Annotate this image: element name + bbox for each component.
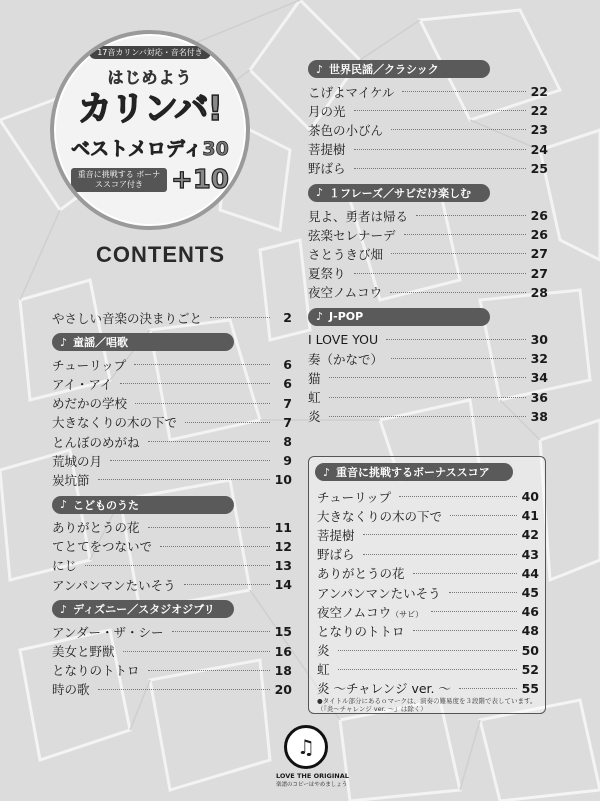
toc-entry-title-text: 菩提樹 [308,142,346,158]
toc-entry-title [308,159,350,177]
toc-entry [52,575,292,594]
toc-entry-title-text: 炎 〜チャレンジ ver. 〜 [317,681,451,697]
toc-entry [317,545,539,564]
toc-entry [52,394,292,413]
bonus-list [317,487,539,698]
dot-leader [413,630,517,631]
dot-leader [386,339,526,340]
toc-entry-title [52,661,144,679]
section-header [52,333,234,351]
toc-entry [52,556,292,575]
toc-entry [52,432,292,451]
toc-entry-title-text: 見よ、勇者は帰る [308,208,409,224]
dot-leader [363,554,517,555]
footnote-line1: ●タイトル部分にあるｏマークは、演奏の難易度を３段階で表しています。 [317,697,537,705]
dot-leader [160,546,270,547]
toc-entry-title-text: 夏祭り [308,266,346,282]
toc-entry [308,159,548,178]
toc-entry-page: 52 [521,661,539,677]
toc-entry [308,349,548,368]
toc-entry-title [317,622,409,640]
footnote-line2: （『炎〜チャレンジ ver. 〜』は除く） [317,705,427,713]
dot-leader [148,527,270,528]
toc-entry-page: 30 [530,331,548,347]
toc-entry-page: 40 [521,489,539,505]
note-icon: ♪ [60,602,68,616]
toc-entry-title-text: となりのトトロ [317,623,405,639]
toc-entry-title [52,471,94,489]
toc-entry-title-text: めだかの学校 [52,396,128,412]
toc-entry [317,583,539,602]
dot-leader [148,670,270,671]
toc-entry [52,374,292,393]
toc-entry-page: 48 [521,623,539,639]
dot-leader [134,364,270,365]
toc-entry [52,641,292,660]
section-header-label: 童謡／唱歌 [73,336,129,350]
toc-entry-title-text: アンパンマンたいそう [52,577,176,593]
section-header [52,496,234,514]
toc-entry-title [52,356,130,374]
toc-entry-page: 34 [530,370,548,386]
toc-entry-title [308,226,400,244]
toc-entry [308,225,548,244]
music-note-icon: ♫ [284,725,328,769]
toc-entry-title-text: アイ・アイ [52,376,113,392]
toc-entry-title [317,526,359,544]
toc-entry [308,407,548,426]
logo-top-label: 17音カリンバ対応・音名付き [89,46,211,59]
toc-entry [317,525,539,544]
dot-leader [354,149,526,150]
toc-entry-page: 22 [530,84,548,100]
toc-entry-title-text: 夜空ノムコウ [317,604,392,620]
section-header [308,308,490,326]
section-header [308,60,490,78]
toc-entry-page: 32 [530,351,548,367]
toc-entry-title [317,641,334,659]
dot-leader [184,584,270,585]
toc-entry-title-text: やさしい音楽の決まりごと [52,310,203,326]
toc-entry [308,283,548,302]
dot-leader [404,234,526,235]
toc-entry-page: 38 [530,408,548,424]
toc-entry-title [308,350,387,368]
dot-leader [416,215,526,216]
toc-entry-page: 25 [530,160,548,176]
toc-entry-page: 41 [521,508,539,524]
logo-bonus [54,165,246,195]
section-header-label: J-POP [329,310,364,324]
toc-entry-title [317,660,334,678]
toc-entry [317,506,539,525]
toc-entry-title-text: 大きなくりの木の下で [52,415,178,431]
toc-entry-title-text: チューリップ [52,357,127,373]
toc-entry-page: 22 [530,103,548,119]
logo-line1: はじめよう [107,68,193,87]
toc-entry-page: 55 [521,680,539,696]
toc-entry-page: 46 [521,604,539,620]
toc-entry-page: 24 [530,141,548,157]
section-header-label: ディズニー／スタジオジブリ [73,603,215,617]
toc-entry-title-text: 虹 [308,390,321,406]
dot-leader [185,422,270,423]
toc-entry [52,537,292,556]
toc-entry-page: 6 [283,376,292,392]
toc-entry [317,564,539,583]
toc-entry-title-text: 奏（かなで） [308,351,384,367]
toc-entry-title [52,642,119,660]
toc-entry-page: 14 [274,577,292,593]
toc-entry-page: 16 [274,643,292,659]
note-icon: ♪ [60,335,68,349]
contents-title: CONTENTS [96,242,225,267]
dot-leader [329,377,526,378]
toc-entry-title-text: 炎 [308,409,321,425]
toc-entry [308,244,548,263]
toc-entry-title [308,264,350,282]
toc-entry-title-text: にじ [52,558,78,574]
toc-entry [308,206,548,225]
toc-entry [317,641,539,660]
toc-entry [308,101,548,120]
dot-leader [459,688,517,689]
toc-entry-page: 2 [283,310,292,326]
toc-entry [308,82,548,101]
note-icon: ♪ [316,186,324,200]
toc-entry [52,355,292,374]
dot-leader [210,317,270,318]
toc-entry-page: 42 [521,527,539,543]
toc-entry-title [52,452,106,470]
dot-leader [338,650,517,651]
toc-entry-title [308,140,350,158]
toc-entry-title [52,309,206,327]
toc-entry-page: 10 [274,472,292,488]
toc-entry-title [52,518,144,536]
toc-entry-title [308,245,387,263]
toc-entry [52,661,292,680]
toc-entry [308,330,548,349]
dot-leader [329,397,526,398]
dot-leader [399,496,517,497]
dot-leader [390,292,526,293]
toc-entry-page: 27 [530,246,548,262]
toc-entry [52,413,292,432]
toc-entry-title [317,603,427,621]
love-the-original-mark [276,725,349,788]
toc-entry-title-text: 野ばら [308,161,346,177]
toc-entry-page: 6 [283,357,292,373]
toc-entry-title [317,584,445,602]
dot-leader [110,460,270,461]
toc-entry-title-text: 炭坑節 [52,472,90,488]
toc-entry-title [52,433,144,451]
toc-entry-title-text: 野ばら [317,547,355,563]
dot-leader [123,651,270,652]
toc-entry-title [308,102,350,120]
toc-entry-title-text: チューリップ [317,489,392,505]
toc-entry-title [52,413,181,431]
section-header-label: 世界民謡／クラシック [329,63,439,76]
toc-entry-title-text: こげよマイケル [308,84,395,100]
dot-leader [135,403,270,404]
toc-entry-title-text: 弦楽セレナーデ [308,227,396,243]
toc-entry [308,140,548,159]
toc-entry-title-text: 虹 [317,662,330,678]
toc-entry-title-text: さとうきび畑 [308,246,384,262]
toc-entry [317,602,539,621]
toc-entry [317,621,539,640]
toc-entry-title [52,375,116,393]
toc-entry-page: 18 [274,662,292,678]
toc-entry-title [317,564,409,582]
dot-leader [98,689,270,690]
section-header-bonus [315,463,513,481]
section-header-label: 重音に挑戦するボーナススコア [336,466,490,479]
toc-entry [308,264,548,283]
toc-entry-title-text: ありがとうの花 [317,566,405,582]
toc-entry-title-text: 炎 [317,643,330,659]
dot-leader [172,631,270,632]
toc-entry [308,120,548,139]
toc-entry-page: 28 [530,284,548,300]
dot-leader [85,565,270,566]
toc-entry-title-text: 菩提樹 [317,527,355,543]
toc-entry-page: 11 [274,519,292,535]
toc-entry-title [52,680,94,698]
toc-entry-title [52,394,131,412]
toc-entry-title-text: となりのトトロ [52,663,140,679]
toc-entry-title [52,576,180,594]
toc-entry-title-text: アンダー・ザ・シー [52,624,164,640]
toc-entry-title-text: とんぼのめがね [52,434,140,450]
dot-leader [431,611,517,612]
toc-entry-title-text: 茶色の小びん [308,122,384,138]
toc-entry [52,451,292,470]
toc-entry-suffix: （サビ） [391,609,424,619]
dot-leader [413,573,517,574]
section-header-label: こどものうた [73,498,140,512]
toc-entry-title-text: 荒城の月 [52,453,103,469]
toc-entry-title-text: 猫 [308,370,321,386]
toc-entry-page: 12 [274,538,292,554]
dot-leader [338,669,517,670]
lto-sub: 楽譜のコピーはやめましょう [276,782,348,788]
left-column [52,308,292,699]
toc-entry-title [308,83,398,101]
dot-leader [402,91,526,92]
logo-line3: ベストメロディ30 [71,138,229,160]
toc-entry-title-text: 時の歌 [52,682,90,698]
toc-entry-page: 7 [283,414,292,430]
note-icon: ♪ [323,465,331,479]
toc-entry-page: 13 [274,557,292,573]
toc-entry-title [52,623,168,641]
toc-entry-title-text: ありがとうの花 [52,520,140,536]
toc-entry [317,679,539,698]
dot-leader [450,515,517,516]
toc-entry-title-text: 大きなくりの木の下で [317,508,443,524]
toc-entry-title-text: 夜空ノムコウ [308,285,383,301]
dot-leader [329,416,526,417]
toc-entry [317,660,539,679]
toc-entry [52,470,292,489]
toc-entry-title [308,121,387,139]
toc-entry-title [317,507,446,525]
toc-entry-title [308,388,325,406]
dot-leader [391,253,526,254]
dot-leader [391,129,526,130]
toc-entry [52,518,292,537]
toc-entry-title [308,407,325,425]
toc-entry-page: 9 [283,453,292,469]
note-icon: ♪ [60,498,68,511]
dot-leader [120,383,270,384]
toc-entry [52,622,292,641]
toc-entry-title [308,283,386,301]
toc-entry-title [52,556,81,574]
dot-leader [354,110,526,111]
logo-line2: カリンバ! [77,89,223,129]
toc-entry-page: 36 [530,389,548,405]
dot-leader [363,534,517,535]
toc-entry [52,680,292,699]
toc-entry-page: 8 [283,434,292,450]
toc-entry [308,368,548,387]
dot-leader [354,273,526,274]
section-header [52,600,234,618]
dot-leader [449,592,517,593]
toc-entry-title [308,332,382,347]
toc-entry [308,387,548,406]
toc-entry-page: 7 [283,395,292,411]
toc-entry-title [308,207,412,225]
toc-entry-page: 45 [521,585,539,601]
toc-entry-title-text: てとてをつないで [52,539,153,555]
section-header [308,184,490,202]
toc-entry-page: 20 [274,681,292,697]
book-logo [50,30,250,230]
toc-entry-page: 15 [274,624,292,640]
section-header-label: １フレーズ／サビだけ楽しむ [329,186,472,200]
toc-entry-page: 27 [530,265,548,281]
lto-text: LOVE THE ORIGINAL [276,772,349,780]
dot-leader [354,168,526,169]
logo-plus: +10 [171,165,229,195]
toc-entry-page: 43 [521,546,539,562]
dot-leader [98,479,270,480]
right-column [308,54,548,426]
toc-entry-title [317,488,395,506]
toc-entry-title-text: アンパンマンたいそう [317,585,441,601]
toc-entry-title-text: I LOVE YOU [308,331,379,347]
toc-entry-title [317,679,455,697]
toc-entry-title [52,537,156,555]
note-icon: ♪ [316,310,324,324]
note-icon: ♪ [316,62,324,76]
toc-entry-page: 44 [521,565,539,581]
toc-entry [317,487,539,506]
bonus-score-box [308,456,546,714]
toc-entry-page: 26 [530,208,548,224]
footnote [317,697,537,713]
toc-entry [52,308,292,327]
toc-entry-title [308,369,325,387]
toc-entry-page: 26 [530,227,548,243]
toc-entry-page: 50 [521,642,539,658]
toc-entry-title-text: 美女と野獣 [52,644,115,660]
toc-entry-title [317,545,359,563]
dot-leader [148,441,270,442]
dot-leader [391,358,526,359]
toc-entry-page: 23 [530,122,548,138]
toc-entry-title-text: 月の光 [308,103,346,119]
logo-bonus-text: 重音に挑戦する ボーナススコア付き [71,168,167,192]
